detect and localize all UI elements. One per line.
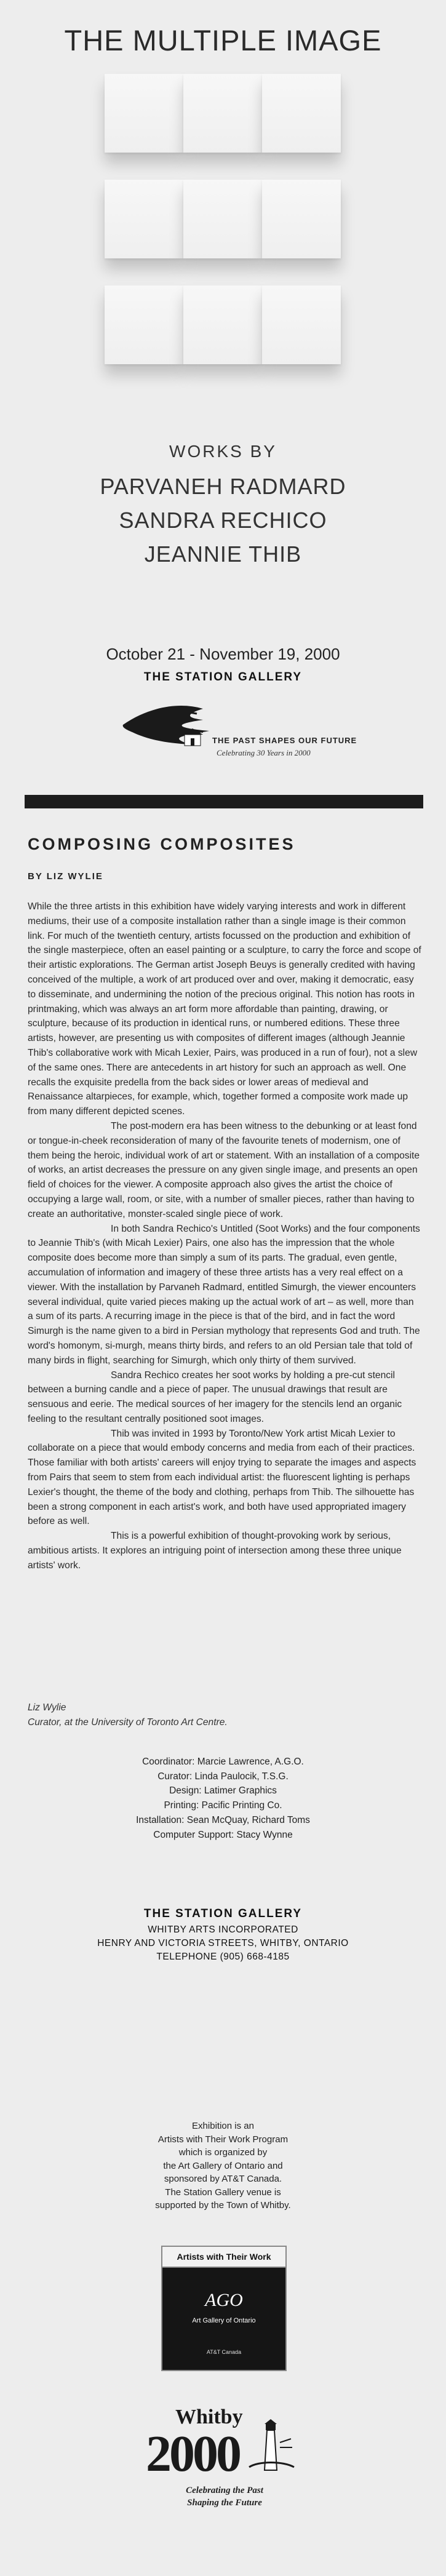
credit-line: Installation: Sean McQuay, Richard Toms	[136, 1814, 310, 1825]
credit-line: Printing: Pacific Printing Co.	[164, 1800, 282, 1811]
essay-byline: BY LIZ WYLIE	[28, 871, 103, 882]
artist-name: SANDRA RECHICO	[119, 508, 327, 533]
credit-line: Design: Latimer Graphics	[169, 1785, 277, 1796]
att-sponsor: AT&T Canada	[206, 2349, 242, 2355]
multiple-image-grid	[0, 74, 446, 363]
gallery-org: WHITBY ARTS INCORPORATED	[148, 1924, 298, 1935]
gallery-phone: TELEPHONE (905) 668-4185	[156, 1952, 290, 1962]
whitby-year: 2000	[146, 2425, 239, 2482]
essay-paragraph: In both Sandra Rechico's Untitled (Soot Works) and the four components to Jeannie Thib's (with Micah Lexier) Pairs, one also has the impression that the whole composite does become more than simply a sum of its parts. The gradual, even gentle, accumulation of information and imagery of these three artists has a very real effect on a viewer. With the installation by Parvaneh Radmard, entitled Simurgh, the viewer encounters several individual, quite varied pieces making up the actual work of art – as well, more than a sum of its parts. A recurring image in the piece is that of the bird, and in fact the word Simurgh is the name given to a bird in Persian mythology that represents God and truth. The word's homonym, si-murgh, means thirty birds, and refers to an old Persian tale that told of many birds in flight, searching for Simurgh, which only thirty of them survived.	[28, 1223, 420, 1366]
essay-body	[28, 899, 421, 1573]
grid-tile	[183, 74, 262, 153]
program-note	[0, 2119, 446, 2212]
ago-name: Art Gallery of Ontario	[192, 2317, 256, 2324]
ago-mark: AGO	[205, 2290, 243, 2310]
grid-tile	[183, 180, 262, 258]
gallery-address: HENRY AND VICTORIA STREETS, WHITBY, ONTARIO	[97, 1938, 349, 1948]
gallery-contact-name: THE STATION GALLERY	[143, 1907, 303, 1920]
gallery-name: THE STATION GALLERY	[143, 671, 303, 684]
grid-tile	[105, 285, 183, 364]
artist-name: JEANNIE THIB	[144, 541, 302, 567]
program-line: The Station Gallery venue is	[165, 2187, 281, 2198]
whitby-tagline: Celebrating the Past	[186, 2486, 263, 2495]
grid-tile	[262, 180, 341, 258]
gallery-contact	[0, 1905, 446, 1964]
essay-paragraph: The post-modern era has been witness to the debunking or at least fond or tongue-in-cheek reconsideration of many of the favourite tenets of modernism, one of them being the heroic, individual work of art or statement. With an installation of a composite of works, an artist decreases the pressure on any given single image, and presents an open field of choices for the viewer. A composite approach also gives the artist the choice of occupying a large wall, room, or site, with a number of smaller pieces, rather than having to create an authoritative, monster-scaled single piece of work.	[28, 1120, 420, 1219]
station-gallery-logo	[111, 695, 357, 775]
brush-stroke-icon	[111, 695, 332, 775]
essay-paragraph: Sandra Rechico creates her soot works by holding a pre-cut stencil between a burning candle and a piece of paper. The unusual drawings that result are sensuous and eerie. The medical sources of her imagery for the stencils lend an organic feeling to the resultant centrally positioned soot images.	[28, 1370, 402, 1424]
lighthouse-icon	[246, 2418, 295, 2473]
grid-tile	[262, 285, 341, 364]
whitby-tagline: Shaping the Future	[187, 2498, 262, 2508]
works-by-label: WORKS BY	[169, 442, 277, 461]
divider-bar	[25, 795, 423, 808]
program-line: the Art Gallery of Ontario and	[163, 2160, 283, 2171]
essay-title: COMPOSING COMPOSITES	[28, 835, 296, 853]
logo-tagline: THE PAST SHAPES OUR FUTURE	[212, 736, 357, 745]
essay-signature	[28, 1701, 228, 1730]
signature-name: Liz Wylie	[28, 1702, 66, 1713]
grid-tile	[183, 285, 262, 364]
whitby-name: Whitby	[175, 2406, 243, 2428]
artists-with-their-work-logo	[161, 2246, 287, 2371]
credit-line: Computer Support: Stacy Wynne	[153, 1829, 293, 1840]
page-title: THE MULTIPLE IMAGE	[64, 24, 382, 57]
logo-subtagline: Celebrating 30 Years in 2000	[217, 748, 311, 757]
whitby-2000-logo	[138, 2406, 311, 2529]
program-line: sponsored by AT&T Canada.	[164, 2174, 282, 2184]
essay-paragraph: While the three artists in this exhibition have widely varying interests and work in different mediums, their use of a composite installation rather than a single image is their common link. For much of the twentieth century, artists focussed on the production and exhibition of the single masterpiece, often an easel painting or a sculpture, to carry the force and scope of their artistic explorations. The German artist Joseph Beuys is generally credited with having conceived of the multiple, a work of art produced over and over, making it democratic, easy to disseminate, and undermining the notion of the precious original. This notion has roots in printmaking, which was always an art form more affordable than painting, drawing, or sculpture, because of its production in identical runs, or numbered editions. These three artists, however, are presenting us with composites of different images (although Jeannie Thib's collaborative work with Micah Lexier, Pairs, was produced in a run of four), not a slew of the same ones. There are antecedents in art history for such an approach as well. One recalls the exquisite predella from the back sides or lower areas of medieval and Renaissance altarpieces, for example, which, together formed a composite work made up from many different depicted scenes.	[28, 901, 421, 1117]
signature-role: Curator, at the University of Toronto Art Centre.	[28, 1717, 228, 1728]
credit-line: Curator: Linda Paulocik, T.S.G.	[157, 1771, 289, 1782]
grid-tile	[105, 74, 183, 153]
awtw-header: Artists with Their Work	[162, 2247, 285, 2268]
program-line: Exhibition is an	[192, 2121, 254, 2131]
grid-tile	[262, 74, 341, 153]
essay-paragraph: Thib was invited in 1993 by Toronto/New York artist Micah Lexier to collaborate on a piece that would embody concerns and media from each of their practices. Those familiar with both artists' careers will enjoy trying to separate the images and aspects from Pairs that seem to stem from each individual artist: the fluorescent lighting is perhaps Lexier's thought, the theme of the body and clothing, perhaps from Thib. The silhouette has been a strong component in each artist's work, and both have used appropriated imagery before as well.	[28, 1428, 416, 1527]
essay-paragraph: This is a powerful exhibition of thought-provoking work by serious, ambitious artists. It explores an intriguing point of intersection among these three unique artists' work.	[28, 1531, 402, 1571]
program-line: supported by the Town of Whitby.	[155, 2200, 291, 2211]
exhibition-dates: October 21 - November 19, 2000	[106, 645, 340, 663]
program-line: Artists with Their Work Program	[157, 2134, 289, 2145]
artist-name: PARVANEH RADMARD	[100, 474, 346, 499]
program-line: which is organized by	[178, 2147, 268, 2158]
credits-list	[0, 1755, 446, 1842]
grid-tile	[105, 180, 183, 258]
credit-line: Coordinator: Marcie Lawrence, A.G.O.	[142, 1757, 304, 1767]
